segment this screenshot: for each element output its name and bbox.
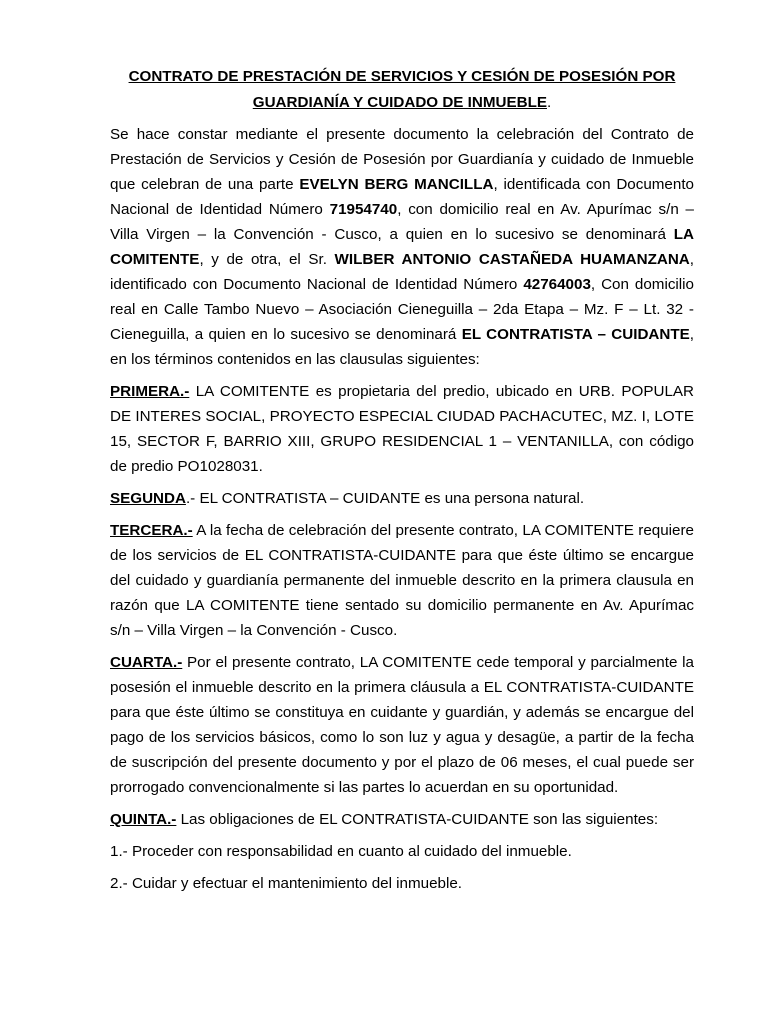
clause-quinta-text: Las obligaciones de EL CONTRATISTA-CUIDANTE son las siguientes: xyxy=(176,811,659,828)
party-1-name: EVELYN BERG MANCILLA xyxy=(299,176,494,193)
party-2-role: EL CONTRATISTA – CUIDANTE xyxy=(461,326,690,343)
clause-cuarta xyxy=(110,650,694,800)
intro-text-3: , con domicilio real en Av. Apurímac s/n – Villa Virgen – la Convención - Cusco, a quien en lo sucesivo se denominará xyxy=(110,201,694,243)
clause-segunda-text: .- EL CONTRATISTA – CUIDANTE es una persona natural. xyxy=(185,490,585,507)
party-2-name: WILBER ANTONIO CASTAÑEDA HUAMANZANA xyxy=(334,251,690,268)
party-2-dni: 42764003 xyxy=(523,276,591,293)
title-line-1-text: CONTRATO DE PRESTACIÓN DE SERVICIOS Y CESIÓN DE POSESIÓN POR xyxy=(128,68,676,85)
clause-primera-label: PRIMERA.- xyxy=(110,383,190,400)
clause-primera xyxy=(110,379,694,479)
clause-tercera-label: TERCERA.- xyxy=(110,522,193,539)
title-line-2 xyxy=(110,90,694,116)
clause-segunda xyxy=(110,486,694,511)
contract-title xyxy=(110,64,694,116)
clause-segunda-label: SEGUNDA xyxy=(110,490,186,507)
title-line-1 xyxy=(110,64,694,90)
obligation-item: 1.- Proceder con responsabilidad en cuanto al cuidado del inmueble. xyxy=(110,843,572,860)
title-line-2-end: . xyxy=(546,94,552,111)
intro-text-2: , identificada con Documento Nacional de Identidad Número xyxy=(110,176,694,218)
clause-cuarta-label: CUARTA.- xyxy=(110,654,183,671)
party-1-dni: 71954740 xyxy=(329,201,398,218)
clause-tercera-text: A la fecha de celebración del presente contrato, LA COMITENTE requiere de los servicios de EL CONTRATISTA-CUIDANTE para que éste último se encargue del cuidado y guardianía permanente del inmueble descrito en la primera clausula en razón que LA COMITENTE tiene sentado su domicilio permanente en Av. Apurímac s/n – Villa Virgen – la Convención - Cusco. xyxy=(110,522,694,639)
intro-text-5: , identificado con Documento Nacional de Identidad Número xyxy=(110,251,694,293)
clause-quinta xyxy=(110,807,694,832)
clause-cuarta-text: Por el presente contrato, LA COMITENTE cede temporal y parcialmente la posesión el inmueble descrito en la primera cláusula a EL CONTRATISTA-CUIDANTE para que éste último se constituya en cuidante y guardián, y además se encargue del pago de los servicios básicos, como lo son luz y agua y desagüe, a partir de la fecha de suscripción del presente documento y por el plazo de 06 meses, el cual puede ser prorrogado convencionalmente si las partes lo acuerdan en su oportunidad. xyxy=(110,654,694,796)
party-1-role: LA COMITENTE xyxy=(110,226,694,268)
clause-quinta-label: QUINTA.- xyxy=(110,811,177,828)
clause-primera-text: LA COMITENTE es propietaria del predio, ubicado en URB. POPULAR DE INTERES SOCIAL, PROYECTO ESPECIAL CIUDAD PACHACUTEC, MZ. I, LOTE 15, SECTOR F, BARRIO XIII, GRUPO RESIDENCIAL 1 – VENTANILLA, con código de predio PO1028031. xyxy=(110,383,694,475)
title-line-2-text: GUARDIANÍA Y CUIDADO DE INMUEBLE xyxy=(252,94,547,111)
obligation-item: 2.- Cuidar y efectuar el mantenimiento del inmueble. xyxy=(110,875,463,892)
intro-text-4: , y de otra, el Sr. xyxy=(199,251,335,268)
intro-text-6: , Con domicilio real en Calle Tambo Nuevo – Asociación Cieneguilla – 2da Etapa – Mz. F – Lt. 32 - Cieneguilla, a quien en lo sucesivo se denominará xyxy=(110,276,694,343)
intro-paragraph xyxy=(110,122,694,372)
intro-text-1: Se hace constar mediante el presente documento la celebración del Contrato de Prestación de Servicios y Cesión de Posesión por Guardianía y cuidado de Inmueble que celebran de una parte xyxy=(110,126,694,193)
intro-text-7: , en los términos contenidos en las clausulas siguientes: xyxy=(110,326,695,368)
clause-tercera xyxy=(110,518,694,643)
